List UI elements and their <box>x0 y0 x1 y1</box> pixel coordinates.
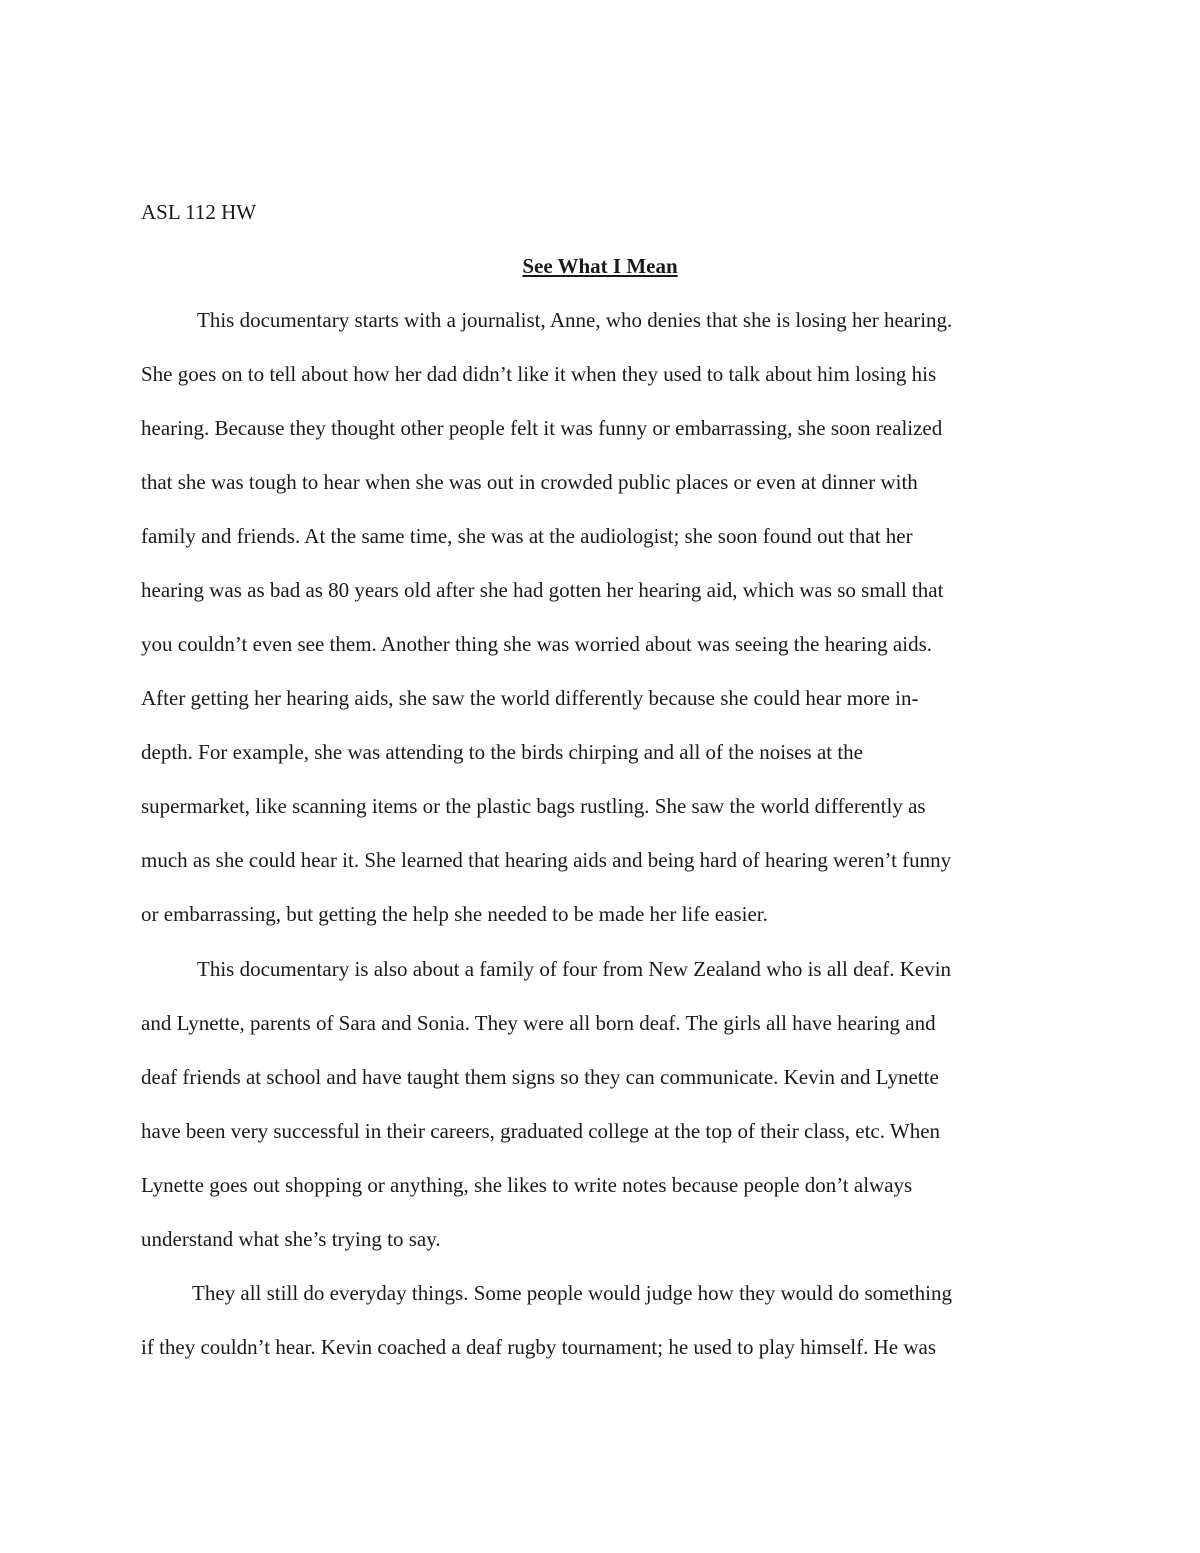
paragraph-line: supermarket, like scanning items or the plastic bags rustling. She saw the world differently as <box>141 794 926 818</box>
paragraph-line: and Lynette, parents of Sara and Sonia. They were all born deaf. The girls all have hearing and <box>141 1011 936 1035</box>
paragraph-line: This documentary is also about a family of four from New Zealand who is all deaf. Kevin <box>197 957 952 981</box>
paragraph-line: understand what she’s trying to say. <box>141 1227 441 1251</box>
paragraph-line: They all still do everyday things. Some people would judge how they would do something <box>192 1281 952 1305</box>
document-title: See What I Mean <box>522 254 678 278</box>
paragraph-line: Lynette goes out shopping or anything, she likes to write notes because people don’t always <box>141 1173 913 1197</box>
paragraph-line: if they couldn’t hear. Kevin coached a deaf rugby tournament; he used to play himself. He was <box>141 1335 937 1359</box>
course-header: ASL 112 HW <box>141 200 257 224</box>
paragraph-line: deaf friends at school and have taught them signs so they can communicate. Kevin and Lynette <box>141 1065 939 1089</box>
paragraph-line: have been very successful in their careers, graduated college at the top of their class, etc. When <box>141 1119 941 1143</box>
paragraph-line: much as she could hear it. She learned that hearing aids and being hard of hearing weren’t funny <box>141 848 952 872</box>
paragraph-line: that she was tough to hear when she was out in crowded public places or even at dinner with <box>141 470 918 494</box>
paragraph-line: hearing was as bad as 80 years old after she had gotten her hearing aid, which was so small that <box>141 578 944 602</box>
paragraph-line: depth. For example, she was attending to the birds chirping and all of the noises at the <box>141 740 863 764</box>
paragraph-line: family and friends. At the same time, she was at the audiologist; she soon found out that her <box>141 524 913 548</box>
paragraph-line: She goes on to tell about how her dad didn’t like it when they used to talk about him losing his <box>141 362 937 386</box>
paragraph-line: This documentary starts with a journalist, Anne, who denies that she is losing her hearing. <box>197 308 953 332</box>
paragraph-line: hearing. Because they thought other people felt it was funny or embarrassing, she soon realized <box>141 416 943 440</box>
paragraph-line: or embarrassing, but getting the help she needed to be made her life easier. <box>141 902 768 926</box>
paragraph-line: you couldn’t even see them. Another thing she was worried about was seeing the hearing aids. <box>141 632 932 656</box>
paragraph-line: After getting her hearing aids, she saw the world differently because she could hear more in- <box>141 686 919 710</box>
